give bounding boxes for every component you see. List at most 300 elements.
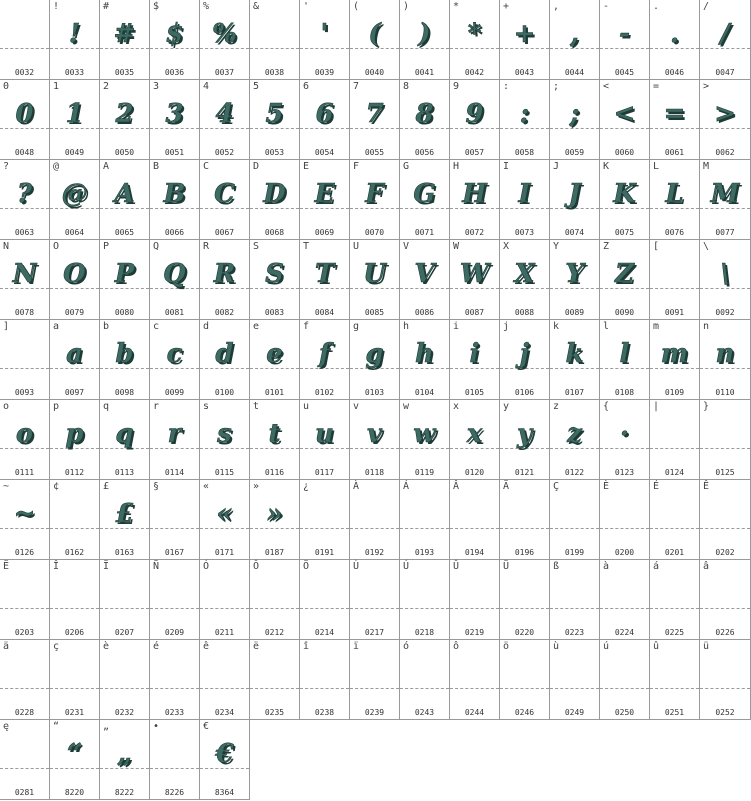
glyph-cell (650, 400, 700, 480)
glyph-sample: 1 (65, 99, 84, 129)
glyph-sample: O (63, 259, 86, 289)
glyph-cell (500, 560, 550, 640)
glyph-code: 0191 (314, 548, 335, 557)
glyph-cell (350, 560, 400, 640)
glyph-sample: A (114, 179, 135, 209)
glyph-label: “ (53, 721, 60, 732)
glyph-sample: » (266, 499, 283, 529)
glyph-label: â (703, 561, 710, 572)
glyph-code: 0226 (715, 628, 735, 637)
glyph-label: y (503, 401, 510, 412)
glyph-cell (400, 160, 450, 240)
glyph-code: 0214 (314, 628, 335, 637)
glyph-code: 0063 (14, 228, 35, 237)
glyph-cell (550, 320, 600, 400)
glyph-cell (400, 0, 450, 80)
glyph-label: É (653, 481, 660, 492)
glyph-code: 0098 (114, 388, 135, 397)
glyph-sample (150, 494, 199, 534)
glyph-label: ú (603, 641, 610, 652)
glyph-label: È (603, 481, 610, 492)
glyph-code: 0193 (414, 548, 435, 557)
glyph-sample: E (314, 179, 335, 209)
glyph-code: 0123 (614, 468, 635, 477)
glyph-code: 0126 (14, 548, 35, 557)
glyph-sample (250, 574, 299, 614)
glyph-code: 0162 (64, 548, 85, 557)
glyph-sample: d (215, 339, 234, 369)
glyph-label: Ï (103, 561, 110, 572)
glyph-code: 0209 (164, 628, 185, 637)
glyph-code: 0235 (264, 708, 285, 717)
glyph-sample: Q (163, 259, 186, 289)
glyph-label: Y (553, 241, 560, 252)
glyph-label: § (153, 481, 160, 492)
glyph-label: Z (603, 241, 610, 252)
glyph-cell (200, 640, 250, 720)
glyph-cell (300, 560, 350, 640)
glyph-cell (550, 400, 600, 480)
glyph-code: 0064 (64, 228, 85, 237)
glyph-cell (450, 640, 500, 720)
glyph-sample: 0 (15, 99, 34, 129)
glyph-label: é (153, 641, 160, 652)
glyph-label: Ä (503, 481, 510, 492)
glyph-cell (450, 240, 500, 320)
glyph-cell (450, 480, 500, 560)
glyph-sample: c (166, 339, 183, 369)
glyph-code: 0077 (715, 228, 735, 237)
glyph-cell (200, 80, 250, 160)
glyph-label: G (403, 161, 410, 172)
glyph-code: 0219 (464, 628, 485, 637)
glyph-sample: i (469, 339, 480, 369)
glyph-sample (650, 494, 699, 534)
glyph-sample: ; (569, 99, 580, 129)
glyph-label: Ù (353, 561, 360, 572)
glyph-sample (400, 494, 449, 534)
glyph-cell (600, 0, 650, 80)
glyph-cell (50, 240, 100, 320)
glyph-sample: y (516, 419, 533, 449)
glyph-code: 0105 (464, 388, 485, 397)
glyph-code: 0067 (214, 228, 235, 237)
glyph-cell (0, 320, 50, 400)
glyph-label: # (103, 1, 110, 12)
glyph-label: « (203, 481, 210, 492)
glyph-sample: # (113, 19, 136, 49)
glyph-sample (50, 574, 99, 614)
glyph-sample: 5 (265, 99, 284, 129)
glyph-code: 0111 (14, 468, 35, 477)
glyph-label: P (103, 241, 110, 252)
glyph-label: Ê (703, 481, 710, 492)
glyph-label: % (203, 1, 210, 12)
glyph-cell (100, 720, 150, 800)
glyph-cell (50, 400, 100, 480)
glyph-label: ' (303, 1, 310, 12)
glyph-label: U (353, 241, 360, 252)
glyph-code: 0206 (64, 628, 85, 637)
glyph-code: 0048 (14, 148, 35, 157)
glyph-sample: ( (368, 19, 381, 49)
glyph-label: s (203, 401, 210, 412)
glyph-label: t (253, 401, 260, 412)
glyph-label: ~ (3, 481, 10, 492)
glyph-sample: j (519, 339, 530, 369)
glyph-cell (550, 560, 600, 640)
glyph-label: Á (403, 481, 410, 492)
glyph-label: 9 (453, 81, 460, 92)
glyph-sample: J (568, 179, 581, 209)
glyph-label: i (453, 321, 460, 332)
glyph-sample (600, 654, 649, 694)
glyph-cell (700, 400, 751, 480)
glyph-code: 0200 (614, 548, 635, 557)
glyph-cell (500, 80, 550, 160)
glyph-code: 0051 (164, 148, 185, 157)
glyph-cell (50, 0, 100, 80)
glyph-cell (550, 640, 600, 720)
glyph-code: 0225 (664, 628, 685, 637)
glyph-code: 0045 (614, 68, 635, 77)
glyph-code: 0233 (164, 708, 185, 717)
glyph-label: Ë (3, 561, 10, 572)
glyph-label: w (403, 401, 410, 412)
glyph-cell (650, 240, 700, 320)
glyph-cell (150, 640, 200, 720)
glyph-cell (200, 160, 250, 240)
glyph-code: 0068 (264, 228, 285, 237)
glyph-code: 0110 (715, 388, 735, 397)
glyph-code: 0099 (164, 388, 185, 397)
glyph-label: 7 (353, 81, 360, 92)
glyph-label: } (703, 401, 710, 412)
glyph-label: ( (353, 1, 360, 12)
glyph-code: 0112 (64, 468, 85, 477)
glyph-sample: = (663, 99, 686, 129)
glyph-sample: “ (67, 739, 82, 769)
glyph-code: 0059 (564, 148, 585, 157)
glyph-cell (550, 0, 600, 80)
glyph-code: 0069 (314, 228, 335, 237)
glyph-code: 0039 (314, 68, 335, 77)
glyph-label: 6 (303, 81, 310, 92)
glyph-label: B (153, 161, 160, 172)
glyph-sample (0, 14, 49, 54)
glyph-cell (100, 80, 150, 160)
glyph-cell (150, 240, 200, 320)
glyph-sample (600, 494, 649, 534)
glyph-label: . (653, 1, 660, 12)
glyph-label: ó (403, 641, 410, 652)
glyph-code: 0217 (364, 628, 385, 637)
glyph-label: è (103, 641, 110, 652)
glyph-label: î (303, 641, 310, 652)
glyph-cell (550, 240, 600, 320)
glyph-label: ï (353, 641, 360, 652)
glyph-code: 0052 (214, 148, 235, 157)
glyph-sample (100, 574, 149, 614)
glyph-cell (150, 80, 200, 160)
glyph-cell (600, 160, 650, 240)
glyph-label: X (503, 241, 510, 252)
glyph-code: 0116 (264, 468, 285, 477)
glyph-cell (600, 240, 650, 320)
glyph-sample (50, 494, 99, 534)
glyph-sample: s (217, 419, 232, 449)
glyph-cell (0, 480, 50, 560)
glyph-sample (700, 414, 750, 454)
glyph-label: + (503, 1, 510, 12)
glyph-cell (100, 320, 150, 400)
glyph-code: 0203 (14, 628, 35, 637)
glyph-cell (50, 320, 100, 400)
glyph-code: 0121 (514, 468, 535, 477)
glyph-code: 0074 (564, 228, 585, 237)
glyph-code: 0212 (264, 628, 285, 637)
glyph-label: W (453, 241, 460, 252)
glyph-sample (700, 574, 750, 614)
glyph-cell (350, 400, 400, 480)
glyph-cell (500, 640, 550, 720)
glyph-sample (0, 654, 49, 694)
glyph-code: 0104 (414, 388, 435, 397)
glyph-label: z (553, 401, 560, 412)
glyph-code: 0250 (614, 708, 635, 717)
glyph-sample: l (619, 339, 630, 369)
glyph-code: 0122 (564, 468, 585, 477)
glyph-sample (200, 654, 249, 694)
glyph-label: ¢ (53, 481, 60, 492)
glyph-code: 0076 (664, 228, 685, 237)
glyph-sample (300, 574, 349, 614)
glyph-label: l (603, 321, 610, 332)
glyph-label: N (3, 241, 10, 252)
glyph-sample (350, 494, 399, 534)
glyph-code: 0119 (414, 468, 435, 477)
glyph-label: ü (703, 641, 710, 652)
glyph-sample: € (215, 739, 234, 769)
glyph-code: 0083 (264, 308, 285, 317)
glyph-sample (500, 574, 549, 614)
glyph-sample: P (114, 259, 135, 289)
glyph-cell (700, 80, 751, 160)
glyph-sample: e (266, 339, 283, 369)
glyph-label: L (653, 161, 660, 172)
glyph-label: : (503, 81, 510, 92)
glyph-sample (400, 654, 449, 694)
glyph-sample: @ (61, 179, 88, 209)
glyph-label: Ô (253, 561, 260, 572)
glyph-sample (200, 574, 249, 614)
glyph-code: 0251 (664, 708, 685, 717)
glyph-code: 0036 (164, 68, 185, 77)
glyph-label: À (353, 481, 360, 492)
glyph-label: € (203, 721, 210, 732)
glyph-label: Â (453, 481, 460, 492)
glyph-label: [ (653, 241, 660, 252)
glyph-code: 0041 (414, 68, 435, 77)
glyph-cell (700, 240, 751, 320)
glyph-cell (150, 160, 200, 240)
glyph-label: ] (3, 321, 10, 332)
glyph-label: f (303, 321, 310, 332)
glyph-label: „ (103, 721, 110, 732)
glyph-cell (250, 560, 300, 640)
glyph-cell (300, 240, 350, 320)
glyph-cell (350, 480, 400, 560)
glyph-sample (0, 574, 49, 614)
glyph-cell (600, 640, 650, 720)
glyph-label: A (103, 161, 110, 172)
glyph-code: 0062 (715, 148, 735, 157)
glyph-label: O (53, 241, 60, 252)
glyph-sample (0, 734, 49, 774)
glyph-code: 0117 (314, 468, 335, 477)
glyph-sample: I (518, 179, 531, 209)
glyph-cell (500, 400, 550, 480)
glyph-sample (650, 414, 699, 454)
glyph-label: ç (53, 641, 60, 652)
glyph-cell (100, 560, 150, 640)
glyph-code: 0246 (514, 708, 535, 717)
glyph-sample: a (66, 339, 83, 369)
glyph-label: Ö (303, 561, 310, 572)
glyph-cell (50, 720, 100, 800)
glyph-sample: L (665, 179, 684, 209)
glyph-cell (300, 0, 350, 80)
glyph-code: 8222 (114, 788, 135, 797)
glyph-cell (150, 400, 200, 480)
glyph-label: 4 (203, 81, 210, 92)
glyph-cell (500, 240, 550, 320)
glyph-code: 0057 (464, 148, 485, 157)
glyph-code: 0070 (364, 228, 385, 237)
glyph-code: 0035 (114, 68, 135, 77)
glyph-sample: m (660, 339, 689, 369)
glyph-code: 0234 (214, 708, 235, 717)
glyph-label: ę (3, 721, 10, 732)
glyph-cell (600, 80, 650, 160)
glyph-sample: 7 (365, 99, 384, 129)
glyph-sample (550, 574, 599, 614)
glyph-sample: b (115, 339, 134, 369)
glyph-cell (650, 320, 700, 400)
glyph-label: \ (703, 241, 710, 252)
glyph-cell (150, 720, 200, 800)
glyph-label: $ (153, 1, 160, 12)
glyph-label: ô (453, 641, 460, 652)
glyph-sample: · (619, 419, 630, 449)
glyph-cell (650, 0, 700, 80)
glyph-code: 0202 (715, 548, 735, 557)
glyph-code: 0040 (364, 68, 385, 77)
glyph-sample: 8 (415, 99, 434, 129)
glyph-cell (450, 320, 500, 400)
glyph-code: 0199 (564, 548, 585, 557)
glyph-code: 0125 (715, 468, 735, 477)
glyph-cell (600, 400, 650, 480)
glyph-sample (500, 654, 549, 694)
glyph-cell (250, 80, 300, 160)
glyph-sample: D (263, 179, 286, 209)
glyph-label: x (453, 401, 460, 412)
glyph-label: q (103, 401, 110, 412)
glyph-sample: G (413, 179, 436, 209)
glyph-code: 0058 (514, 148, 535, 157)
glyph-code: 0281 (14, 788, 35, 797)
glyph-label: I (503, 161, 510, 172)
glyph-sample: r (167, 419, 182, 449)
glyph-label: 0 (3, 81, 10, 92)
glyph-cell (300, 320, 350, 400)
glyph-label: 1 (53, 81, 60, 92)
glyph-label: h (403, 321, 410, 332)
glyph-label: ë (253, 641, 260, 652)
glyph-code: 0084 (314, 308, 335, 317)
glyph-cell (0, 400, 50, 480)
glyph-sample (650, 654, 699, 694)
glyph-sample (100, 654, 149, 694)
glyph-code: 0093 (14, 388, 35, 397)
glyph-cell (700, 480, 751, 560)
glyph-code: 0167 (164, 548, 185, 557)
glyph-cell (200, 320, 250, 400)
glyph-label: ; (553, 81, 560, 92)
glyph-code: 0118 (364, 468, 385, 477)
glyph-code: 0054 (314, 148, 335, 157)
glyph-label: á (653, 561, 660, 572)
glyph-cell (350, 80, 400, 160)
glyph-cell (600, 480, 650, 560)
glyph-code: 0100 (214, 388, 235, 397)
glyph-sample: x (466, 419, 483, 449)
glyph-code: 0201 (664, 548, 685, 557)
glyph-cell (650, 160, 700, 240)
glyph-label: ¿ (303, 481, 310, 492)
glyph-sample: \ (720, 259, 730, 289)
glyph-cell (200, 720, 250, 800)
glyph-sample (550, 654, 599, 694)
glyph-label: 8 (403, 81, 410, 92)
glyph-sample: N (12, 259, 37, 289)
glyph-label: ê (203, 641, 210, 652)
glyph-label: > (703, 81, 710, 92)
glyph-sample: „ (117, 739, 132, 769)
glyph-cell (500, 160, 550, 240)
glyph-sample: % (212, 19, 237, 49)
glyph-code: 0109 (664, 388, 685, 397)
glyph-cell (300, 480, 350, 560)
glyph-code: 0238 (314, 708, 335, 717)
glyph-sample (650, 574, 699, 614)
glyph-label: | (653, 401, 660, 412)
glyph-label: v (353, 401, 360, 412)
glyph-cell (300, 640, 350, 720)
glyph-sample: 4 (215, 99, 234, 129)
glyph-label: , (553, 1, 560, 12)
glyph-cell (400, 640, 450, 720)
glyph-code: 0088 (514, 308, 535, 317)
glyph-sample (0, 334, 49, 374)
glyph-cell (450, 560, 500, 640)
glyph-sample: K (613, 179, 636, 209)
glyph-code: 0065 (114, 228, 135, 237)
glyph-sample (550, 494, 599, 534)
glyph-sample: S (265, 259, 284, 289)
glyph-code: 0046 (664, 68, 685, 77)
